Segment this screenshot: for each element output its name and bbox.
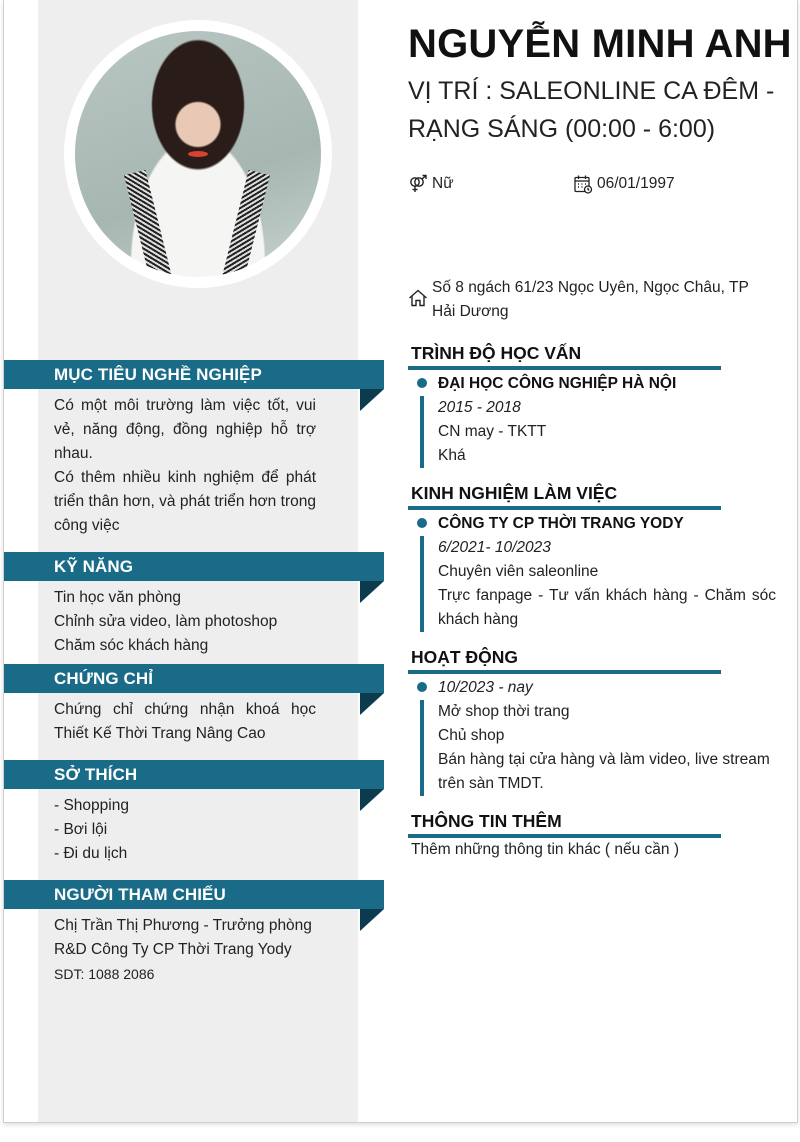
skill-item: Chỉnh sửa video, làm photoshop	[54, 613, 278, 630]
full-name: NGUYỄN MINH ANH	[408, 22, 792, 66]
reference-phone: SDT: 1088 2086	[54, 966, 155, 982]
ribbon-fold	[360, 581, 384, 603]
experience-entry	[438, 512, 776, 632]
timeline-dot	[417, 518, 427, 528]
activity-role: Chủ shop	[438, 727, 505, 744]
ribbon-fold	[360, 389, 384, 411]
education-entry	[438, 372, 776, 468]
activity-description: Bán hàng tại cửa hàng và làm video, live stream trên sàn TMDT.	[438, 751, 770, 792]
section-divider	[408, 670, 721, 674]
company-name: CÔNG TY CP THỜI TRANG YODY	[438, 515, 684, 532]
activities-title: HOẠT ĐỘNG	[411, 647, 518, 667]
timeline-dot	[417, 682, 427, 692]
experience-period: 6/2021- 10/2023	[438, 539, 551, 556]
avatar	[75, 31, 321, 277]
job-position: VỊ TRÍ : SALEONLINE CA ĐÊM - RẠNG SÁNG (00:00 - 6:00)	[408, 77, 775, 143]
section-divider	[408, 834, 721, 838]
references-list	[54, 914, 316, 986]
ribbon-fold	[360, 693, 384, 715]
address-row	[408, 276, 768, 324]
career-goal-text: Có một môi trường làm việc tốt, vui vẻ, năng động, đồng nghiệp hỗ trợ nhau. Có thêm nhiều kinh nghiệm để phát triển thân hơn, và phát triển hơn trong công việc	[54, 397, 316, 534]
certificates-title: CHỨNG CHỈ	[54, 669, 154, 688]
school-name: ĐẠI HỌC CÔNG NGHIỆP HÀ NỘI	[438, 375, 677, 392]
birthdate-value: 06/01/1997	[597, 175, 675, 192]
education-grade: Khá	[438, 447, 466, 464]
activity-name: Mở shop thời trang	[438, 703, 570, 720]
experience-title: KINH NGHIỆM LÀM VIỆC	[411, 483, 618, 503]
section-divider	[408, 506, 721, 510]
certificate-item: Chứng chỉ chứng nhận khoá học Thiết Kế Thời Trang Nâng Cao	[54, 701, 316, 742]
career-goal-header	[4, 360, 384, 389]
activity-period: 10/2023 - nay	[438, 679, 533, 696]
additional-text: Thêm những thông tin khác ( nếu cần )	[411, 841, 680, 858]
experience-description: Trực fanpage - Tư vấn khách hàng - Chăm sóc khách hàng	[438, 587, 776, 628]
gender-value: Nữ	[432, 175, 454, 192]
education-major: CN may - TKTT	[438, 423, 547, 440]
timeline-line	[420, 536, 424, 632]
education-title: TRÌNH ĐỘ HỌC VẤN	[411, 343, 582, 363]
hobby-item: - Đi du lịch	[54, 845, 128, 862]
birthdate-row	[573, 174, 675, 194]
certificates-list	[54, 698, 316, 746]
career-goal-title: MỤC TIÊU NGHỀ NGHIỆP	[54, 365, 262, 384]
reference-item: Chị Trần Thị Phương - Trưởng phòng R&D Công Ty CP Thời Trang Yody	[54, 917, 312, 958]
hobbies-title: SỞ THÍCH	[54, 765, 138, 784]
timeline-line	[420, 396, 424, 468]
hobbies-list	[54, 794, 316, 866]
hobby-item: - Shopping	[54, 797, 129, 814]
timeline-line	[420, 700, 424, 796]
certificates-header	[4, 664, 384, 693]
hobbies-header	[4, 760, 384, 789]
hobby-item: - Bơi lội	[54, 821, 108, 838]
education-period: 2015 - 2018	[438, 399, 521, 416]
home-icon	[408, 276, 432, 324]
timeline-dot	[417, 378, 427, 388]
calendar-icon	[573, 174, 593, 194]
references-title: NGƯỜI THAM CHIẾU	[54, 885, 226, 904]
skills-title: KỸ NĂNG	[54, 557, 134, 576]
additional-title: THÔNG TIN THÊM	[411, 811, 562, 831]
skills-header	[4, 552, 384, 581]
skills-list	[54, 586, 316, 658]
address-value: Số 8 ngách 61/23 Ngọc Uyên, Ngọc Châu, TP Hải Dương	[432, 279, 749, 320]
ribbon-fold	[360, 909, 384, 931]
skill-item: Tin học văn phòng	[54, 589, 181, 606]
ribbon-fold	[360, 789, 384, 811]
section-divider	[408, 366, 721, 370]
activity-entry	[438, 676, 776, 796]
gender-icon	[408, 174, 428, 194]
experience-role: Chuyên viên saleonline	[438, 563, 599, 580]
skill-item: Chăm sóc khách hàng	[54, 637, 209, 654]
references-header	[4, 880, 384, 909]
gender-row	[408, 174, 454, 194]
